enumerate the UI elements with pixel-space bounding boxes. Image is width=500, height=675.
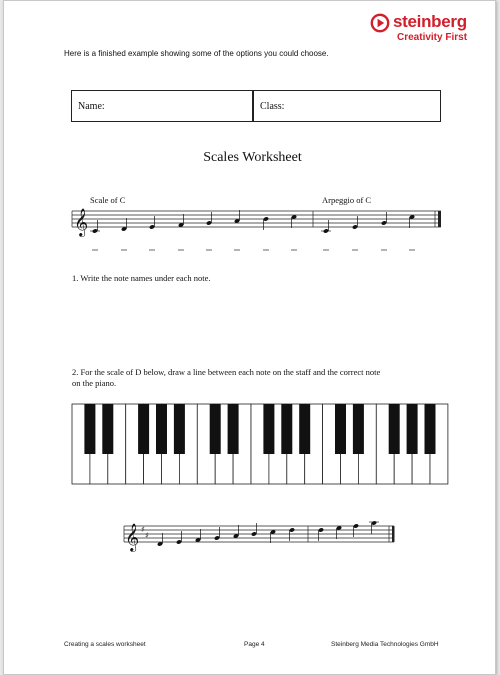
- steinberg-logo-icon: [370, 13, 390, 33]
- scale-label: Scale of C: [90, 195, 126, 205]
- note: [233, 525, 239, 539]
- black-key[interactable]: [138, 404, 149, 454]
- black-key[interactable]: [210, 404, 221, 454]
- note: [157, 533, 163, 547]
- black-key[interactable]: [299, 404, 310, 454]
- black-key[interactable]: [156, 404, 167, 454]
- class-field[interactable]: [253, 90, 441, 122]
- black-key[interactable]: [425, 404, 436, 454]
- black-key[interactable]: [102, 404, 113, 454]
- footer-page: Page 4: [244, 641, 265, 648]
- note: [336, 525, 342, 539]
- key-signature-sharp-icon: ♯: [141, 525, 145, 534]
- black-key[interactable]: [84, 404, 95, 454]
- note: [178, 214, 184, 228]
- instruction-1: 1. Write the note names under each note.: [72, 273, 211, 283]
- note: [371, 520, 377, 534]
- d-scale-staff: [4, 506, 500, 556]
- name-label: Name:: [78, 101, 105, 112]
- intro-text: Here is a finished example showing some of the options you could choose.: [64, 49, 329, 58]
- piano-keyboard: [4, 401, 500, 491]
- instruction-2-line-2: on the piano.: [72, 378, 117, 388]
- name-field[interactable]: [71, 90, 253, 122]
- key-signature-sharp-icon: ♯: [145, 531, 149, 540]
- note: [270, 529, 276, 543]
- d-scale-notes: [157, 520, 379, 546]
- black-key[interactable]: [335, 404, 346, 454]
- treble-clef-icon: 𝄞: [125, 523, 140, 551]
- page-title: Scales Worksheet: [203, 150, 302, 165]
- black-key[interactable]: [389, 404, 400, 454]
- scale-staff: [4, 201, 500, 261]
- treble-clef-icon: 𝄞: [74, 208, 89, 236]
- footer-left: Creating a scales worksheet: [64, 641, 146, 648]
- black-key[interactable]: [407, 404, 418, 454]
- black-key[interactable]: [174, 404, 185, 454]
- note: [409, 214, 415, 228]
- steinberg-logo: [370, 12, 478, 46]
- note: [121, 218, 127, 232]
- brand-tagline: Creativity First: [397, 32, 468, 43]
- black-key[interactable]: [263, 404, 274, 454]
- note: [291, 214, 297, 228]
- footer-right: Steinberg Media Technologies GmbH: [331, 641, 439, 648]
- black-key[interactable]: [353, 404, 364, 454]
- note: [195, 529, 201, 543]
- worksheet-page: [3, 0, 496, 675]
- note: [234, 210, 240, 224]
- arpeggio-label: Arpeggio of C: [322, 195, 372, 205]
- instruction-2-line-1: 2. For the scale of D below, draw a line between each note on the staff and the correct note: [72, 367, 381, 377]
- class-label: Class:: [260, 101, 285, 112]
- black-key[interactable]: [228, 404, 239, 454]
- brand-name: steinberg: [393, 12, 467, 31]
- scale-notes: [90, 210, 415, 234]
- black-key[interactable]: [281, 404, 292, 454]
